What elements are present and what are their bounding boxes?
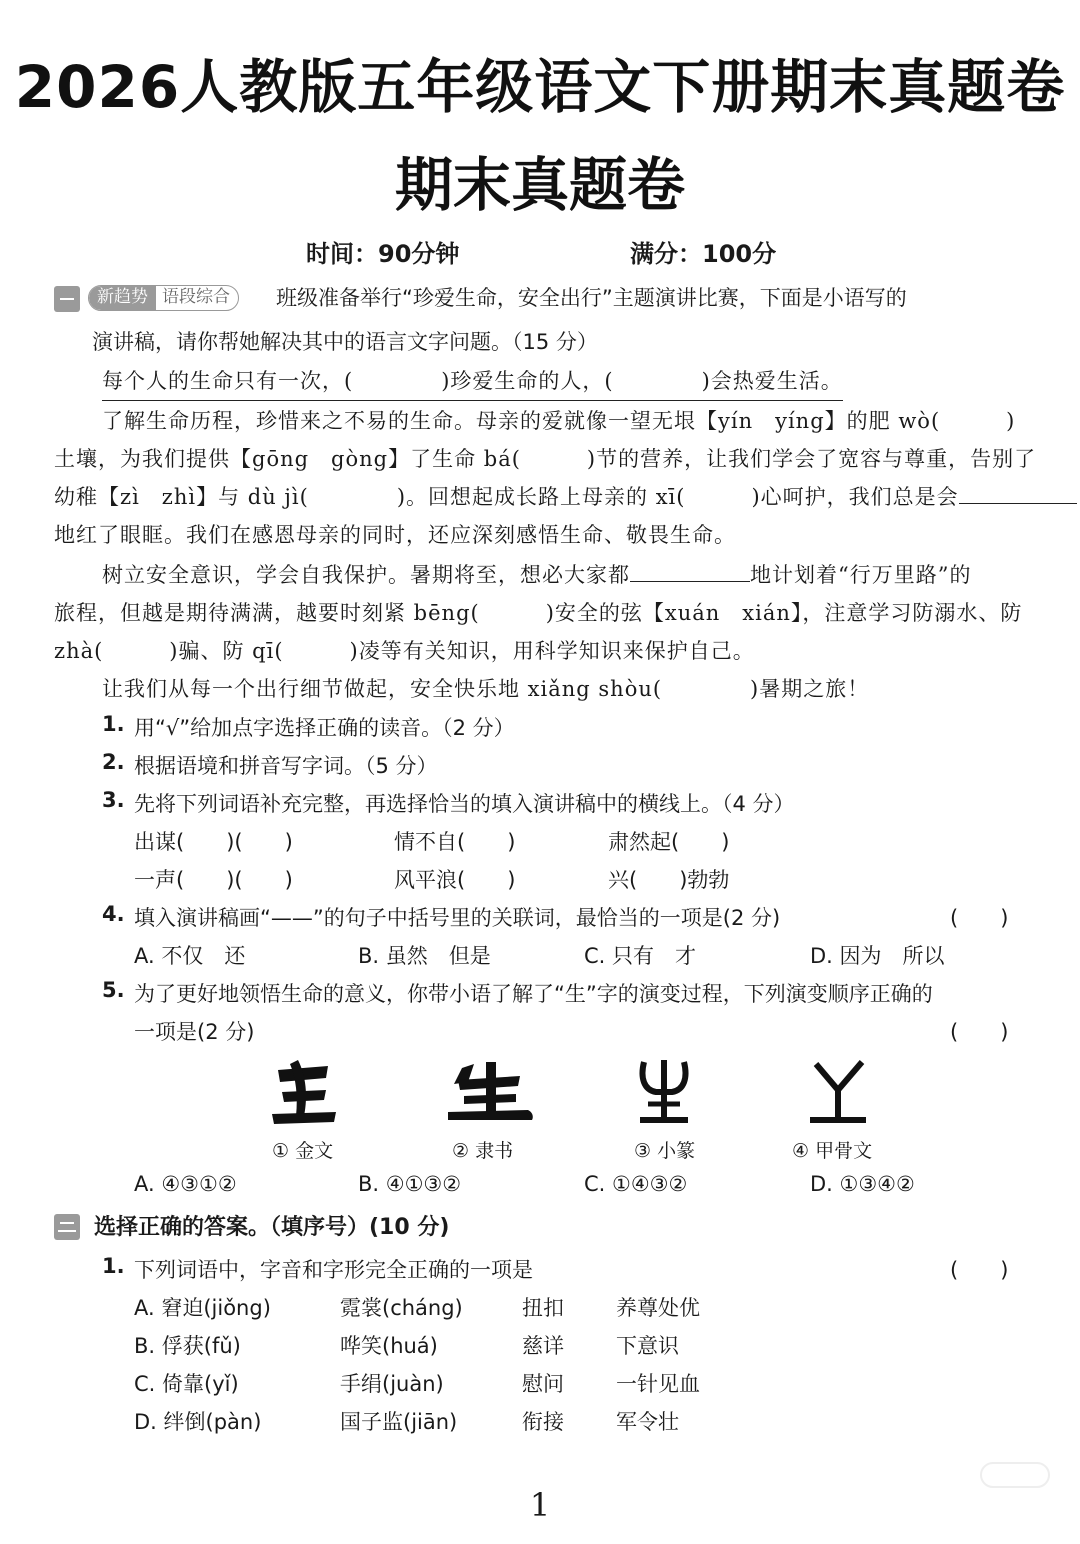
q4-option-d: D. 因为 所以: [810, 944, 945, 968]
section-tag: [88, 285, 239, 311]
q5-text-line1: 为了更好地领悟生命的意义，你带小语了解了“生”字的演变过程，下列演变顺序正确的: [134, 982, 933, 1006]
watermark-logo: [980, 1462, 1050, 1488]
q4-option-a: A. 不仅 还: [134, 944, 246, 968]
q3-number: 3.: [102, 788, 125, 812]
s2-q1-number: 1.: [102, 1254, 125, 1278]
answer-blank-1[interactable]: [959, 482, 1077, 504]
s2-q1-option-a-4: 养尊处优: [616, 1296, 700, 1320]
q4-number: 4.: [102, 902, 125, 926]
section-two-badge: [54, 1214, 80, 1240]
q4-option-c: C. 只有 才: [584, 944, 697, 968]
exam-score: 满分：100分: [630, 240, 777, 268]
glyph-label-1: ① 金文: [272, 1140, 334, 1162]
s2-q1-option-d-3: 衔接: [522, 1410, 564, 1434]
section-two-heading: 选择正确的答案。（填序号）(10 分): [94, 1215, 450, 1240]
q5-answer-paren[interactable]: ( ): [950, 1020, 1009, 1044]
answer-blank-2[interactable]: [630, 560, 750, 582]
passage-p2-line1b: 地计划着“行万里路”的: [750, 563, 972, 587]
document-title: 2026人教版五年级语文下册期末真题卷: [14, 53, 1066, 121]
q5-option-a: A. ④③①②: [134, 1172, 237, 1196]
q3-word-1: 出谋( )( ): [134, 830, 293, 854]
passage-p1-line1: 了解生命历程，珍惜来之不易的生命。母亲的爱就像一望无垠【yín yíng】的肥 wò( ): [102, 409, 1016, 433]
s2-q1-text: 下列词语中，字音和字形完全正确的一项是: [134, 1258, 533, 1282]
q2-text: 根据语境和拼音写字词。（5 分）: [134, 754, 438, 778]
q1-text: 用“√”给加点字选择正确的读音。（2 分）: [134, 716, 515, 740]
passage-p2-line1a: 树立安全意识，学会自我保护。暑期将至，想必大家都: [102, 563, 630, 587]
s2-q1-option-d-2: 国子监(jiān): [340, 1410, 458, 1434]
q3-text: 先将下列词语补充完整，再选择恰当的填入演讲稿中的横线上。（4 分）: [134, 792, 795, 816]
q1-number: 1.: [102, 712, 125, 736]
exam-time: 时间：90分钟: [306, 240, 460, 268]
q4-option-b: B. 虽然 但是: [358, 944, 491, 968]
s2-q1-option-b-1: B. 俘获(fǔ): [134, 1334, 241, 1358]
s2-q1-option-a-2: 霓裳(cháng): [340, 1296, 463, 1320]
s2-q1-option-c-2: 手绢(juàn): [340, 1372, 444, 1396]
s2-q1-option-d-4: 军令壮: [616, 1410, 679, 1434]
s2-q1-option-b-3: 慈详: [522, 1334, 564, 1358]
q3-word-2: 情不自( ): [394, 830, 516, 854]
passage-p1-line3: 幼稚【zì zhì】与 dù jì( )。回想起成长路上母亲的 xī( )心呵护，我们总是会: [54, 485, 959, 509]
document-subtitle: 期末真题卷: [394, 151, 685, 219]
glyph-label-4: ④ 甲骨文: [792, 1140, 873, 1162]
s2-q1-option-a-1: A. 窘迫(jiǒng): [134, 1296, 271, 1320]
q5-option-d: D. ①③④②: [810, 1172, 915, 1196]
q2-number: 2.: [102, 750, 125, 774]
q5-option-b: B. ④①③②: [358, 1172, 462, 1196]
q3-word-4: 一声( )( ): [134, 868, 293, 892]
page-number: 1: [529, 1486, 551, 1524]
q5-text-line2: 一项是(2 分): [134, 1020, 255, 1044]
passage-p1-line2: 土壤，为我们提供【gōng gòng】了生命 bá( )节的营养，让我们学会了宽容与尊重，告别了: [54, 447, 1037, 471]
section-one-badge: [54, 286, 80, 312]
q3-word-5: 风平浪( ): [394, 868, 516, 892]
glyph-label-3: ③ 小篆: [634, 1140, 696, 1162]
q3-word-3: 肃然起( ): [608, 830, 730, 854]
s2-q1-option-b-4: 下意识: [616, 1334, 679, 1358]
q3-word-6: 兴( )勃勃: [608, 868, 730, 892]
q4-text: 填入演讲稿画“——”的句子中括号里的关联词，最恰当的一项是(2 分): [134, 906, 781, 930]
s2-q1-option-c-3: 慰问: [522, 1372, 564, 1396]
jiaguwen-sheng-glyph: [806, 1058, 870, 1128]
s2-q1-option-a-3: 扭扣: [522, 1296, 564, 1320]
passage-p2-line2: 旅程，但越是期待满满，越要时刻紧 bēng( )安全的弦【xuán xián】，注意学习防溺水、防: [54, 601, 1023, 625]
tag-type: 语段综合: [162, 287, 230, 307]
underlined-sentence: 每个人的生命只有一次，( )珍爱生命的人，( )会热爱生活。: [102, 362, 843, 401]
s2-q1-option-d-1: D. 绊倒(pàn): [134, 1410, 262, 1434]
glyph-label-2: ② 隶书: [452, 1140, 514, 1162]
section-one-intro-line1: 班级准备举行“珍爱生命，安全出行”主题演讲比赛，下面是小语写的: [276, 286, 907, 310]
section-one-intro-line2: 演讲稿，请你帮她解决其中的语言文字问题。（15 分）: [92, 330, 598, 354]
s2-q1-option-b-2: 哗笑(huá): [340, 1334, 438, 1358]
s2-q1-answer-paren[interactable]: ( ): [950, 1258, 1009, 1282]
passage-p1-line4: 地红了眼眶。我们在感恩母亲的同时，还应深刻感悟生命、敬畏生命。: [54, 523, 736, 547]
passage-p2-line3: zhà( )骗、防 qī( )凌等有关知识，用科学知识来保护自己。: [54, 639, 755, 663]
q4-answer-paren[interactable]: ( ): [950, 906, 1009, 930]
s2-q1-option-c-4: 一针见血: [616, 1372, 700, 1396]
passage-p3: 让我们从每一个出行细节做起，安全快乐地 xiǎng shòu( )暑期之旅！: [102, 677, 870, 701]
q5-option-c: C. ①④③②: [584, 1172, 688, 1196]
xiaozhuan-sheng-glyph: [636, 1058, 692, 1128]
s2-q1-option-c-1: C. 倚靠(yǐ): [134, 1372, 239, 1396]
tag-new-trend: 新趋势: [89, 286, 156, 310]
q5-number: 5.: [102, 978, 125, 1002]
jinwen-sheng-glyph: [268, 1056, 340, 1126]
lishu-sheng-glyph: [444, 1060, 536, 1124]
